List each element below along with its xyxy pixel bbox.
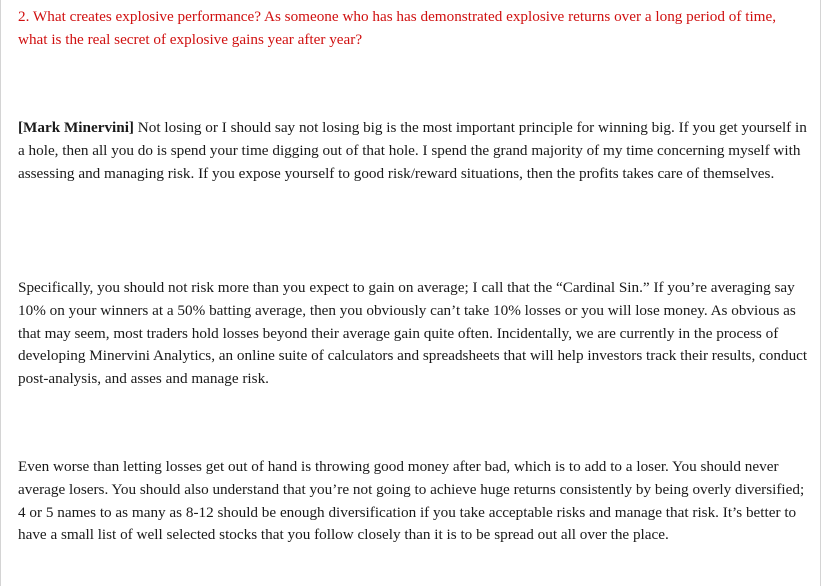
answer-paragraph-1-text: Not losing or I should say not losing big is the most important principle for winning big. If you get yourself in a hole, then all you do is spend your time digging out of that hole. I spend the grand majority of my time concerning myself with assessing and managing risk. If you expose yourself to good risk/reward situations, then the profits takes care of themselves. bbox=[18, 119, 807, 182]
answer-paragraph-3-text: Even worse than letting losses get out of hand is throwing good money after bad, which is to add to a loser. You should never average losers. You should also understand that you’re not going to achieve huge returns consistently by being overly diversified; 4 or 5 names to as many as 8-12 should be enough diversification if you take acceptable risks and manage that risk. It’s better to have a small list of well selected stocks that you follow closely than it is to be spread out all over the place. bbox=[18, 458, 805, 544]
speaker-name: [Mark Minervini] bbox=[18, 119, 134, 136]
answer-paragraph-2-text: Specifically, you should not risk more than you expect to gain on average; I call that the “Cardinal Sin.” If you’re averaging say 10% on your winners at a 50% batting average, then you obviously can’t take 10% losses or you will lose money. As obvious as that may seem, most traders hold losses beyond their average gain quite often. Incidentally, we are currently in the process of developing Minervini Analytics, an online suite of calculators and spreadsheets that will help investors track their results, conduct post-analysis, and asses and manage risk. bbox=[18, 279, 808, 388]
answer-paragraph-2 bbox=[18, 277, 808, 456]
answer-paragraph-1 bbox=[18, 117, 808, 277]
document bbox=[18, 6, 808, 547]
answer-paragraph-3 bbox=[18, 456, 808, 547]
question-text: 2. What creates explosive performance? As someone who has has demonstrated explosive returns over a long period of time, what is the real secret of explosive gains year after year? bbox=[18, 8, 777, 48]
question-block bbox=[18, 6, 808, 117]
